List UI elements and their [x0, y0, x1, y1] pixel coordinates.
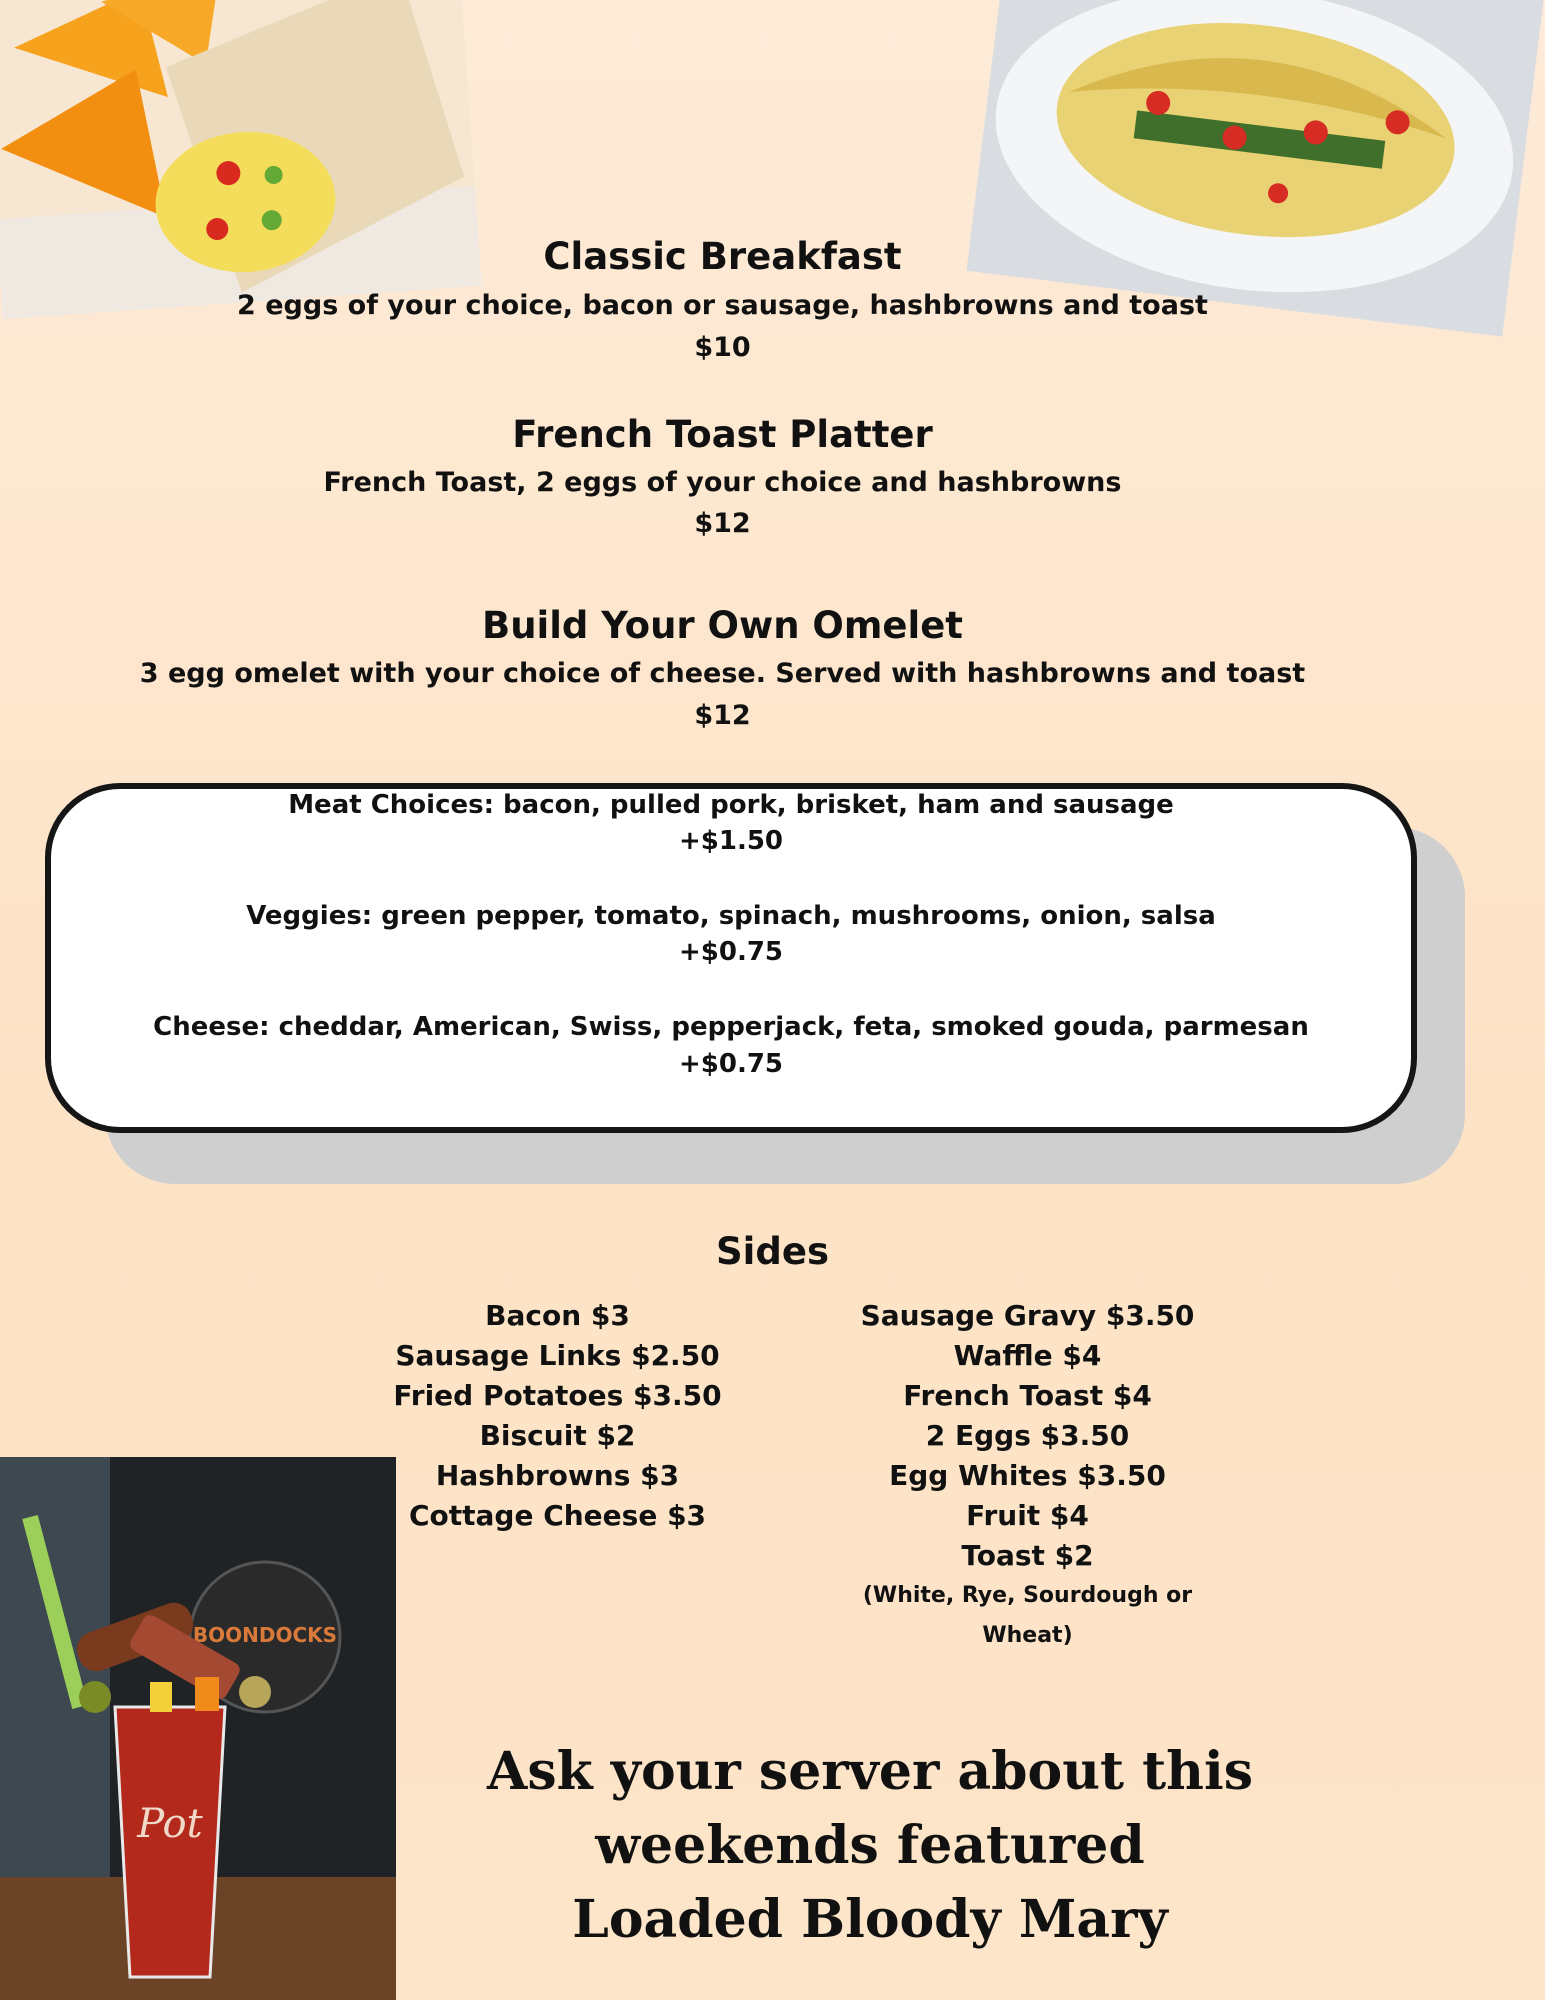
veggies-text: Veggies: green pepper, tomato, spinach, mushrooms, onion, salsa — [246, 901, 1216, 931]
cheese-text: Cheese: cheddar, American, Swiss, pepperjack, feta, smoked gouda, parmesan — [153, 1012, 1309, 1042]
french-toast-platter-desc: French Toast, 2 eggs of your choice and hashbrowns — [323, 467, 1122, 498]
side-item: Toast $2 — [961, 1539, 1094, 1572]
mug-logo-text: Pot — [137, 1801, 203, 1847]
sides-right-column — [820, 1296, 1235, 1656]
side-item: Fried Potatoes $3.50 — [393, 1379, 722, 1412]
side-item: Sausage Links $2.50 — [395, 1339, 720, 1372]
sides-title: Sides — [716, 1230, 829, 1273]
omelet-title: Build Your Own Omelet — [482, 604, 963, 647]
classic-breakfast-price: $10 — [694, 332, 751, 363]
meat-choices-text: Meat Choices: bacon, pulled pork, brisket, ham and sausage — [288, 790, 1174, 820]
bloody-mary-photo — [0, 1457, 396, 2000]
omelet-desc: 3 egg omelet with your choice of cheese. Served with hashbrowns and toast — [139, 658, 1306, 689]
omelet-price: $12 — [694, 700, 751, 731]
meat-choices-price: +$1.50 — [678, 826, 784, 856]
side-item: Waffle $4 — [953, 1339, 1102, 1372]
sign-text: BOONDOCKS — [192, 1623, 338, 1647]
promo-text — [475, 1735, 1265, 1957]
side-item: Biscuit $2 — [479, 1419, 636, 1452]
side-item: Fruit $4 — [966, 1499, 1089, 1532]
side-item: Egg Whites $3.50 — [889, 1459, 1166, 1492]
classic-breakfast-desc: 2 eggs of your choice, bacon or sausage, hashbrowns and toast — [237, 290, 1208, 321]
side-item: Bacon $3 — [485, 1299, 630, 1332]
side-item: Hashbrowns $3 — [435, 1459, 680, 1492]
promo-line: Ask your server about this — [486, 1741, 1254, 1802]
classic-breakfast-title: Classic Breakfast — [543, 235, 902, 278]
french-toast-platter-title: French Toast Platter — [512, 413, 933, 456]
side-item: French Toast $4 — [903, 1379, 1152, 1412]
omelet-photo — [966, 0, 1543, 337]
sides-left-column — [380, 1296, 735, 1536]
side-item: 2 Eggs $3.50 — [925, 1419, 1130, 1452]
cheese-price: +$0.75 — [678, 1049, 784, 1079]
promo-line: Loaded Bloody Mary — [572, 1889, 1168, 1950]
toast-bread-note: (White, Rye, Sourdough or Wheat) — [862, 1583, 1193, 1648]
promo-line: weekends featured — [595, 1815, 1145, 1876]
french-toast-platter-price: $12 — [694, 508, 751, 539]
veggies-price: +$0.75 — [678, 937, 784, 967]
side-item: Cottage Cheese $3 — [408, 1499, 707, 1532]
side-item: Sausage Gravy $3.50 — [860, 1299, 1195, 1332]
